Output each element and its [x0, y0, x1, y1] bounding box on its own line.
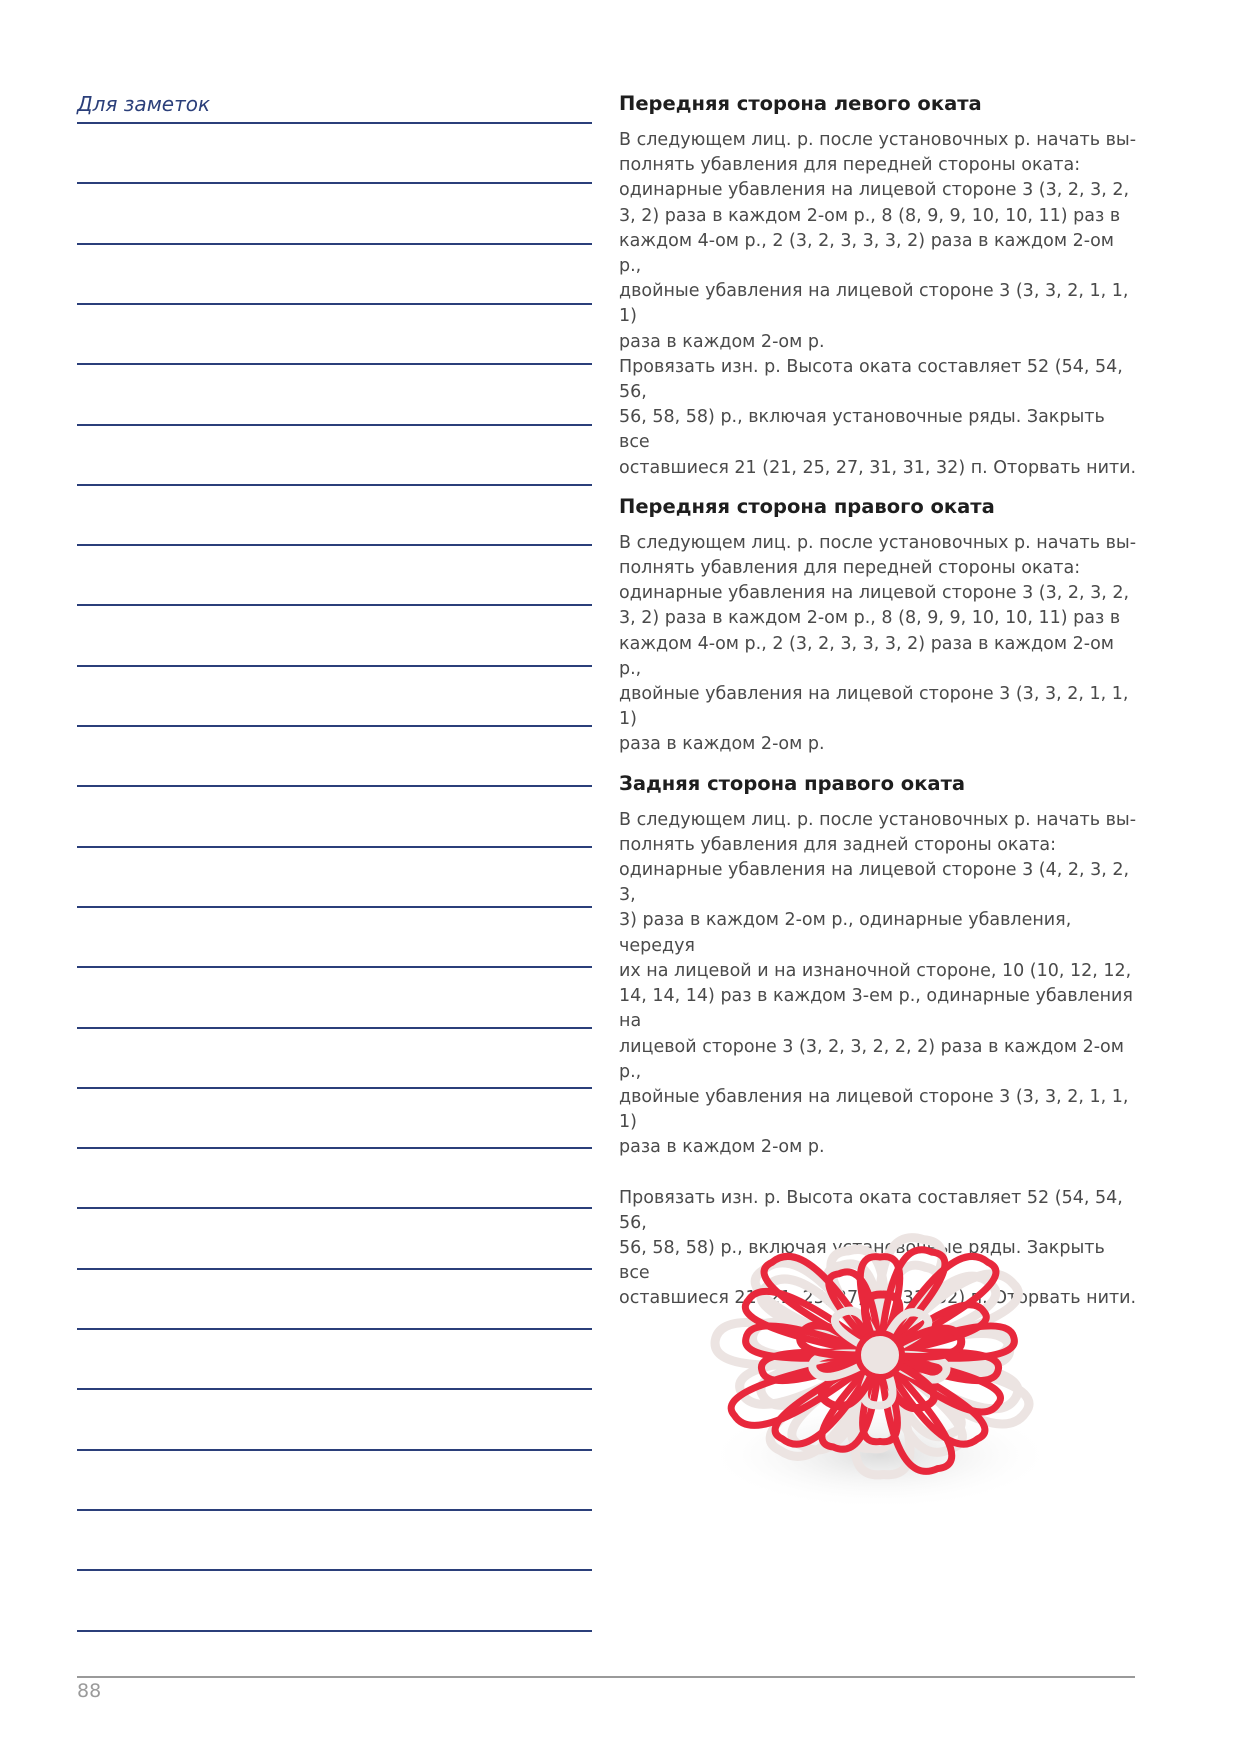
note-line [77, 906, 592, 908]
note-line [77, 1207, 592, 1209]
note-line [77, 665, 592, 667]
section-paragraph: В следующем лиц. р. после установочных р. начать вы- полнять убавления для задней стороны оката: одинарные убавления на лицевой стороне 3 (4, 2, 3, 2, 3, 3) раза в каждом 2-ом р., одинарные убавления, чередуя их на лицевой и на изнаночной стороне, 10 (10, 12, 12, 14, 14, 14) раз в каждом 3-ем р., одинарные убавления на лицевой стороне 3 (3, 2, 3, 2, 2, 2) раза в каждом 2-ом р., двойные убавления на лицевой стороне 3 (3, 3, 2, 1, 1, 1) раза в каждом 2-ом р. [619, 809, 1137, 1158]
note-line [77, 424, 592, 426]
note-line [77, 1328, 592, 1330]
footer-divider [77, 1676, 1135, 1678]
section-front-left-cap [619, 90, 1139, 481]
section-front-right-cap [619, 493, 1139, 758]
section-paragraph: В следующем лиц. р. после установочных р. начать вы- полнять убавления для передней стороны оката: одинарные убавления на лицевой стороне 3 (3, 2, 3, 2, 3, 2) раза в каждом 2-ом р., 8 (8, 9, 9, 10, 10, 11) раз в каждом 4-ом р., 2 (3, 2, 3, 3, 3, 2) раза в каждом 2-ом р., двойные убавления на лицевой стороне 3 (3, 3, 2, 1, 1, 1) раза в каждом 2-ом р. Провязать изн. р. Высота оката составляет 52 (54, 54, 56, 56, 58, 58) р., включая установочные ряды. Закрыть все оставшиеся 21 (21, 25, 27, 31, 31, 32) п. Оторвать нити. [619, 130, 1137, 478]
note-line [77, 363, 592, 365]
note-line [77, 1509, 592, 1511]
note-line [77, 182, 592, 184]
notes-title: Для заметок [77, 92, 211, 116]
note-line [77, 1268, 592, 1270]
note-line [77, 1388, 592, 1390]
notes-lines [77, 0, 592, 1754]
note-line [77, 1569, 592, 1571]
yarn-pompom-icon [680, 1190, 1080, 1530]
note-line [77, 484, 592, 486]
note-line [77, 966, 592, 968]
note-line [77, 785, 592, 787]
note-line [77, 846, 592, 848]
note-line [77, 725, 592, 727]
note-line [77, 1027, 592, 1029]
note-line [77, 1087, 592, 1089]
instructions-column [619, 90, 1139, 1324]
section-heading: Задняя сторона правого оката [619, 771, 966, 795]
note-line [77, 544, 592, 546]
yarn-knot [858, 1333, 902, 1377]
note-line [77, 604, 592, 606]
note-line [77, 1147, 592, 1149]
section-paragraph: Провязать изн. р. Высота оката составляет 52 (54, 54, 56, 56, 58, 58) р., включая установочные ряды. Закрыть все оставшиеся 21 (21, 25, 27, 31, 31, 32) п. Оторвать нити. [619, 1187, 1137, 1309]
note-line [77, 122, 592, 124]
note-line [77, 303, 592, 305]
section-paragraph: В следующем лиц. р. после установочных р. начать вы- полнять убавления для передней стороны оката: одинарные убавления на лицевой стороне 3 (3, 2, 3, 2, 3, 2) раза в каждом 2-ом р., 8 (8, 9, 9, 10, 10, 11) раз в каждом 4-ом р., 2 (3, 2, 3, 3, 3, 2) раза в каждом 2-ом р., двойные убавления на лицевой стороне 3 (3, 3, 2, 1, 1, 1) раза в каждом 2-ом р. [619, 532, 1137, 755]
section-heading: Передняя сторона правого оката [619, 494, 995, 518]
section-heading: Передняя сторона левого оката [619, 92, 982, 115]
page-number: 88 [77, 1680, 102, 1702]
note-line [77, 1449, 592, 1451]
note-line [77, 243, 592, 245]
note-line [77, 1630, 592, 1632]
